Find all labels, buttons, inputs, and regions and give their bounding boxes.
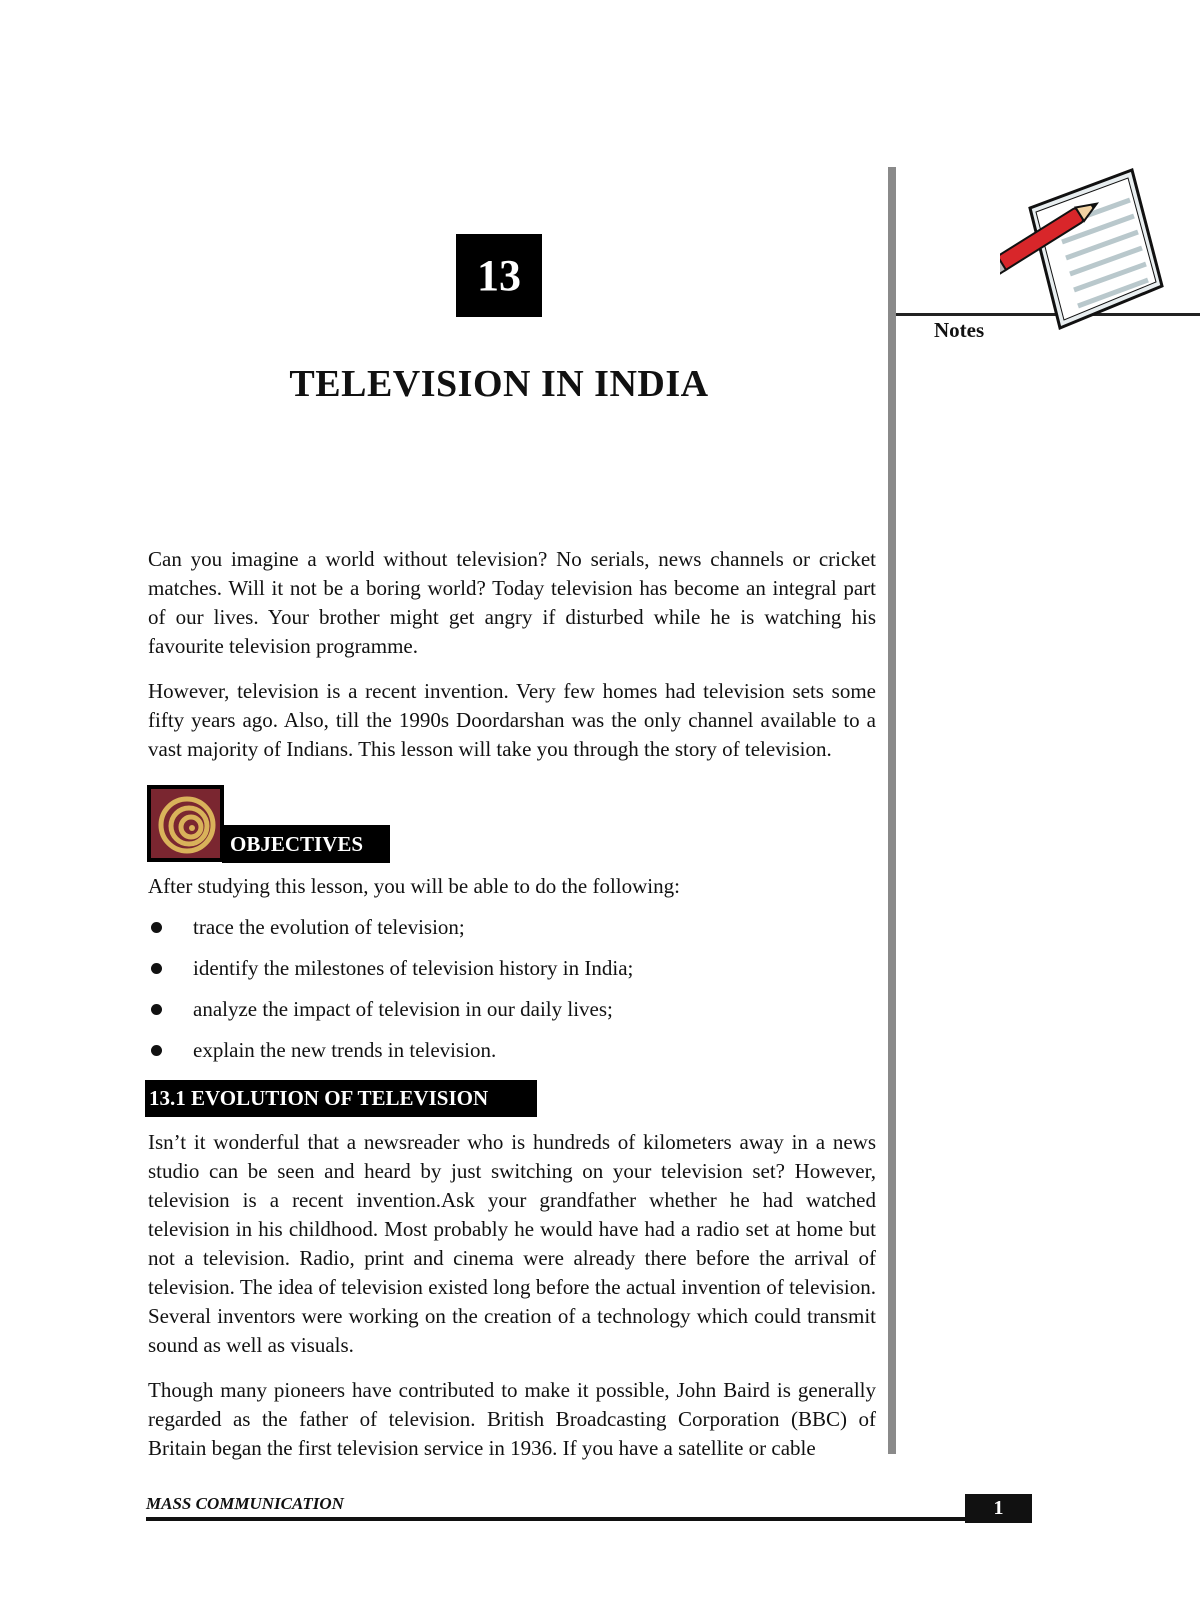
objectives-intro: After studying this lesson, you will be able to do the following: xyxy=(148,874,680,898)
target-icon xyxy=(147,785,224,862)
bullet-icon xyxy=(151,1004,162,1015)
objective-text: explain the new trends in television. xyxy=(193,1038,497,1062)
bullet-icon xyxy=(151,963,162,974)
list-item xyxy=(148,1037,633,1078)
list-item xyxy=(148,955,633,996)
chapter-title: TELEVISION IN INDIA xyxy=(289,363,709,405)
bullet-icon xyxy=(151,1045,162,1056)
objective-text: analyze the impact of television in our daily lives; xyxy=(193,997,613,1021)
notes-column-rule xyxy=(888,167,896,1454)
notes-label: Notes xyxy=(934,318,985,342)
objectives-list xyxy=(148,914,633,1078)
section-paragraph-2: Though many pioneers have contributed to make it possible, John Baird is generally regarded as the father of television. British Broadcasting Corporation (BBC) of Britain began the first television service in 1936. If you have a satellite or cable xyxy=(148,1378,876,1460)
list-item xyxy=(148,996,633,1037)
section-heading: 13.1 EVOLUTION OF TELEVISION xyxy=(145,1080,537,1117)
objective-text: trace the evolution of television; xyxy=(193,915,465,939)
notepad-pencil-icon xyxy=(1000,168,1180,338)
footer-rule xyxy=(146,1517,1030,1521)
objectives-heading: OBJECTIVES xyxy=(222,825,390,863)
list-item xyxy=(148,914,633,955)
page-number: 1 xyxy=(965,1494,1032,1523)
bullet-icon xyxy=(151,922,162,933)
intro-paragraph-2: However, television is a recent invention. Very few homes had television sets some fifty years ago. Also, till the 1990s Doordarshan was the only channel available to a vast majority of Indians. This lesson will take you through the story of television. xyxy=(148,679,876,761)
chapter-number: 13 xyxy=(456,234,542,317)
intro-paragraph-1: Can you imagine a world without television? No serials, news channels or cricket matches. Will it not be a boring world? Today television has become an integral part of our lives. Your brother might get angry if disturbed while he is watching his favourite television programme. xyxy=(148,547,876,658)
footer-label: MASS COMMUNICATION xyxy=(146,1494,344,1513)
objective-text: identify the milestones of television history in India; xyxy=(193,956,634,980)
section-paragraph-1: Isn’t it wonderful that a newsreader who is hundreds of kilometers away in a news studio can be seen and heard by just switching on your television set? However, television is a recent invention.Ask your grandfather whether he had watched television in his childhood. Most probably he would have had a radio set at home but not a television. Radio, print and cinema were already there before the arrival of television. The idea of television existed long before the actual invention of television. Several inventors were working on the creation of a technology which could transmit sound as well as visuals. xyxy=(148,1130,876,1357)
